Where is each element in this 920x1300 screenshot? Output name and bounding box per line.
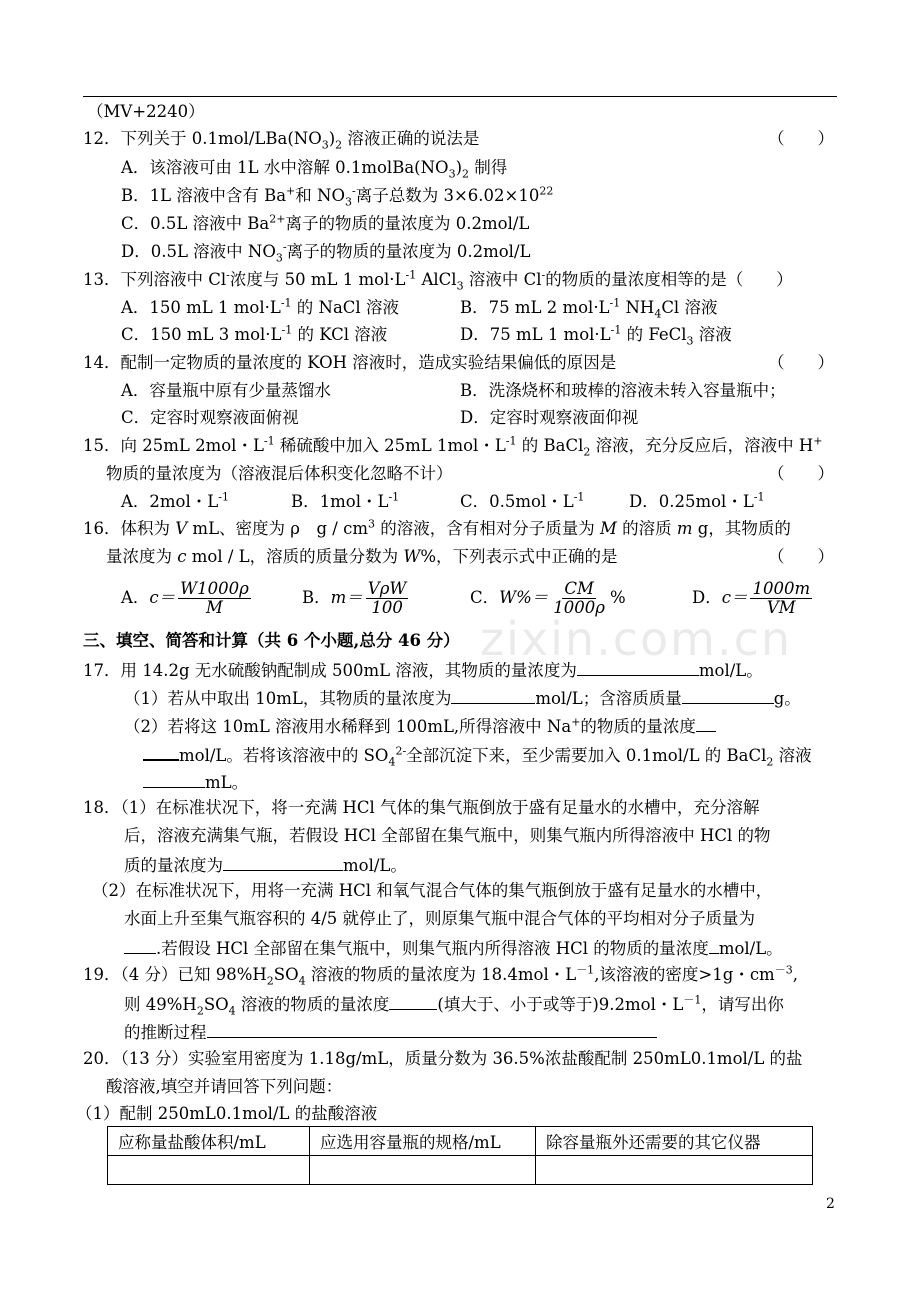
q12-option-c: C．0.5L 溶液中 $Ba^{2+}$离子的物质的量浓度为 0.2mol/L (121, 212, 530, 233)
q14-option-b: B．洗涤烧杯和玻棒的溶液未转入容量瓶中； (460, 381, 786, 400)
q17-part1: （1）若从中取出 10mL，其物质的量浓度为 mol/L；含溶质质量 g。 (124, 686, 801, 710)
q18-line5: 水面上升至集气瓶容积的 4/5 就停止了，则原集气瓶中混合气体的平均相对分子质量为 (124, 909, 756, 928)
q19-line3: 的推断过程 (124, 1020, 657, 1044)
q13-option-a: A．150 mL 1 $mol\cdot L^{-1}$ 的 NaCl 溶液 (121, 296, 399, 317)
q18-blank-1[interactable] (223, 853, 343, 871)
q15-stem: 15．向 25mL 2mol・$L^{-1}$ 稀硫酸中加入 25mL 1mol・$L^{-1}$ 的 BaCl$_2$ 溶液，充分反应后，溶液中 H+ (83, 434, 823, 459)
q17-part2: （2）若将这 10mL 溶液用水稀释到 100mL,所得溶液中 Na+的物质的量浓度 (124, 714, 716, 738)
q13-option-c: C．150 mL 3 $mol\cdot L^{-1}$ 的 KCl 溶液 (121, 323, 388, 344)
q18-blank-2[interactable] (124, 936, 156, 954)
q15-option-d: D．0.25mol・$L^{-1}$ (629, 490, 765, 511)
q20-line1: 20．（13 分）实验室用密度为 1.18g/mL，质量分数为 36.5%浓盐酸配制 250mL0.1mol/L 的盐 (83, 1049, 803, 1068)
q16-option-a: A．c＝ $\frac{W1000\rho}{M}$ (121, 579, 249, 617)
page-number: 2 (826, 1196, 835, 1212)
section-three-title: 三、填空、简答和计算（共 6 个小题,总分 46 分） (83, 631, 460, 650)
q16-stem-line2: 量浓度为 c mol / L，溶质的质量分数为 W%，下列表示式中正确的是 (106, 547, 618, 566)
q15-option-c: C．0.5mol・$L^{-1}$ (460, 490, 585, 511)
answer-cell[interactable] (108, 1156, 310, 1185)
q17-blank-2b[interactable] (143, 742, 179, 761)
q18-line3: 质的量浓度为 mol/L。 (124, 853, 407, 877)
q18-blank-3[interactable] (709, 936, 719, 954)
q17-blank-1a[interactable] (451, 686, 535, 704)
q17-blank-1b[interactable] (682, 686, 774, 704)
q20-line2: 酸溶液,填空并请回答下列问题： (106, 1077, 343, 1096)
q13-option-b: B．75 mL 2 $mol\cdot L^{-1}$ $NH_4Cl$ 溶液 (460, 296, 718, 321)
q17-stem: 17．用 14.2g 无水硫酸钠配制成 500mL 溶液，其物质的量浓度为 mol/L。 (83, 658, 763, 682)
table-header-cell: 除容量瓶外还需要的其它仪器 (536, 1127, 813, 1156)
table-row (108, 1156, 813, 1185)
mv-note: （MV+2240） (87, 102, 205, 121)
table-header-cell: 应称量盐酸体积/mL (108, 1127, 310, 1156)
answer-cell[interactable] (310, 1156, 536, 1185)
q12-option-b: B．1L 溶液中含有 Ba+和 $NO_3^-$离子总数为 $3\times 6.02\times 10^{22}$ (121, 184, 554, 209)
q14-option-d: D．定容时观察液面仰视 (460, 408, 639, 427)
watermark: zixin.com.cn (480, 612, 793, 666)
q19-blank-compare[interactable] (389, 992, 437, 1010)
q13-stem: 13．下列溶液中 Cl-浓度与 50 mL 1 $mol\cdot L^{-1}$ AlCl$_3$ 溶液中 Cl-的物质的量浓度相等的是（ ） (83, 268, 793, 293)
q16-option-b: B．m＝ $\frac{\text{VρW}}{100}$ (302, 579, 407, 617)
q18-line1: 18．（1）在标准状况下，将一充满 HCl 气体的集气瓶倒放于盛有足量水的水槽中，充分溶解 (83, 798, 760, 817)
q20-part1: （1）配制 250mL0.1mol/L 的盐酸溶液 (76, 1104, 378, 1123)
q17-blank-2a[interactable] (696, 714, 716, 732)
table-header-cell: 应选用容量瓶的规格/mL (310, 1127, 536, 1156)
q17-part2-end: mL。 (143, 770, 248, 794)
answer-cell[interactable] (536, 1156, 813, 1185)
q13-option-d: D．75 mL 1 $mol\cdot L^{-1}$ 的 FeCl$_3$ 溶液 (460, 323, 732, 348)
q19-blank-reasoning[interactable] (207, 1020, 657, 1038)
q15-stem-line2: 物质的量浓度为（溶液混后体积变化忽略不计） (106, 464, 453, 483)
q14-answer-paren: （ ） (768, 353, 834, 372)
q20-answer-table (107, 1126, 813, 1185)
q17-part2-cont: mol/L。若将该溶液中的 $SO_4^{2-}$全部沉淀下来，至少需要加入 0.1mol/L 的 BaCl$_2$ 溶液 (143, 742, 812, 767)
q14-option-c: C．定容时观察液面俯视 (121, 408, 299, 427)
q14-option-a: A．容量瓶中原有少量蒸馏水 (121, 381, 331, 400)
q15-option-b: B．1mol・$L^{-1}$ (291, 490, 400, 511)
q12-stem: 12．下列关于 $0.1mol/LBa(NO_3)_2$ 溶液正确的说法是 (83, 129, 480, 152)
table-header-row (108, 1127, 813, 1156)
q15-answer-paren: （ ） (768, 464, 834, 483)
q12-option-d: D．0.5L 溶液中 $NO_3^-$离子的物质的量浓度为 0.2mol/L (121, 240, 531, 265)
q19-line1: 19．（4 分）已知 $98\%H_2SO_4$ 溶液的物质的量浓度为 18.4mol・$L^{-1}$,该溶液的密度>1g・$cm^{-3}$, (83, 963, 798, 988)
q15-option-a: A．2mol・$L^{-1}$ (121, 490, 229, 511)
q18-line6: .若假设 HCl 全部留在集气瓶中，则集气瓶内所得溶液 HCl 的物质的量浓度 mol/L。 (124, 936, 783, 960)
q16-option-d: D．c＝ $\frac{1000m}{VM}$ (692, 579, 811, 617)
q19-line2: 则 $49\%H_2SO_4$ 溶液的物质的量浓度 (填大于、小于或等于)9.2mol・$L^{-1}$，请写出你 (124, 993, 784, 1018)
q18-line4: （2）在标准状况下，用将一充满 HCl 和氧气混合气体的集气瓶倒放于盛有足量水的水槽中， (92, 881, 773, 900)
q12-answer-paren: （ ） (768, 129, 834, 148)
q16-stem: 16．体积为 V mL、密度为 ρ g / $cm^3$ 的溶液，含有相对分子质量为 M 的溶质 m g，其物质的 (83, 517, 791, 538)
q18-line2: 后，溶液充满集气瓶，若假设 HCl 全部留在集气瓶中，则集气瓶内所得溶液中 HCl 的物 (124, 826, 771, 845)
q14-stem: 14．配制一定物质的量浓度的 KOH 溶液时，造成实验结果偏低的原因是 (83, 353, 617, 372)
header-rule (83, 96, 837, 97)
q12-option-a: A．该溶液可由 1L 水中溶解 $0.1molBa(NO_3)_2$ 制得 (121, 158, 508, 181)
q16-option-c: C．W%＝ $\frac{CM}{1000\rho}$ % (470, 579, 626, 617)
q17-blank-2c[interactable] (143, 770, 205, 788)
q16-answer-paren: （ ） (768, 547, 834, 566)
